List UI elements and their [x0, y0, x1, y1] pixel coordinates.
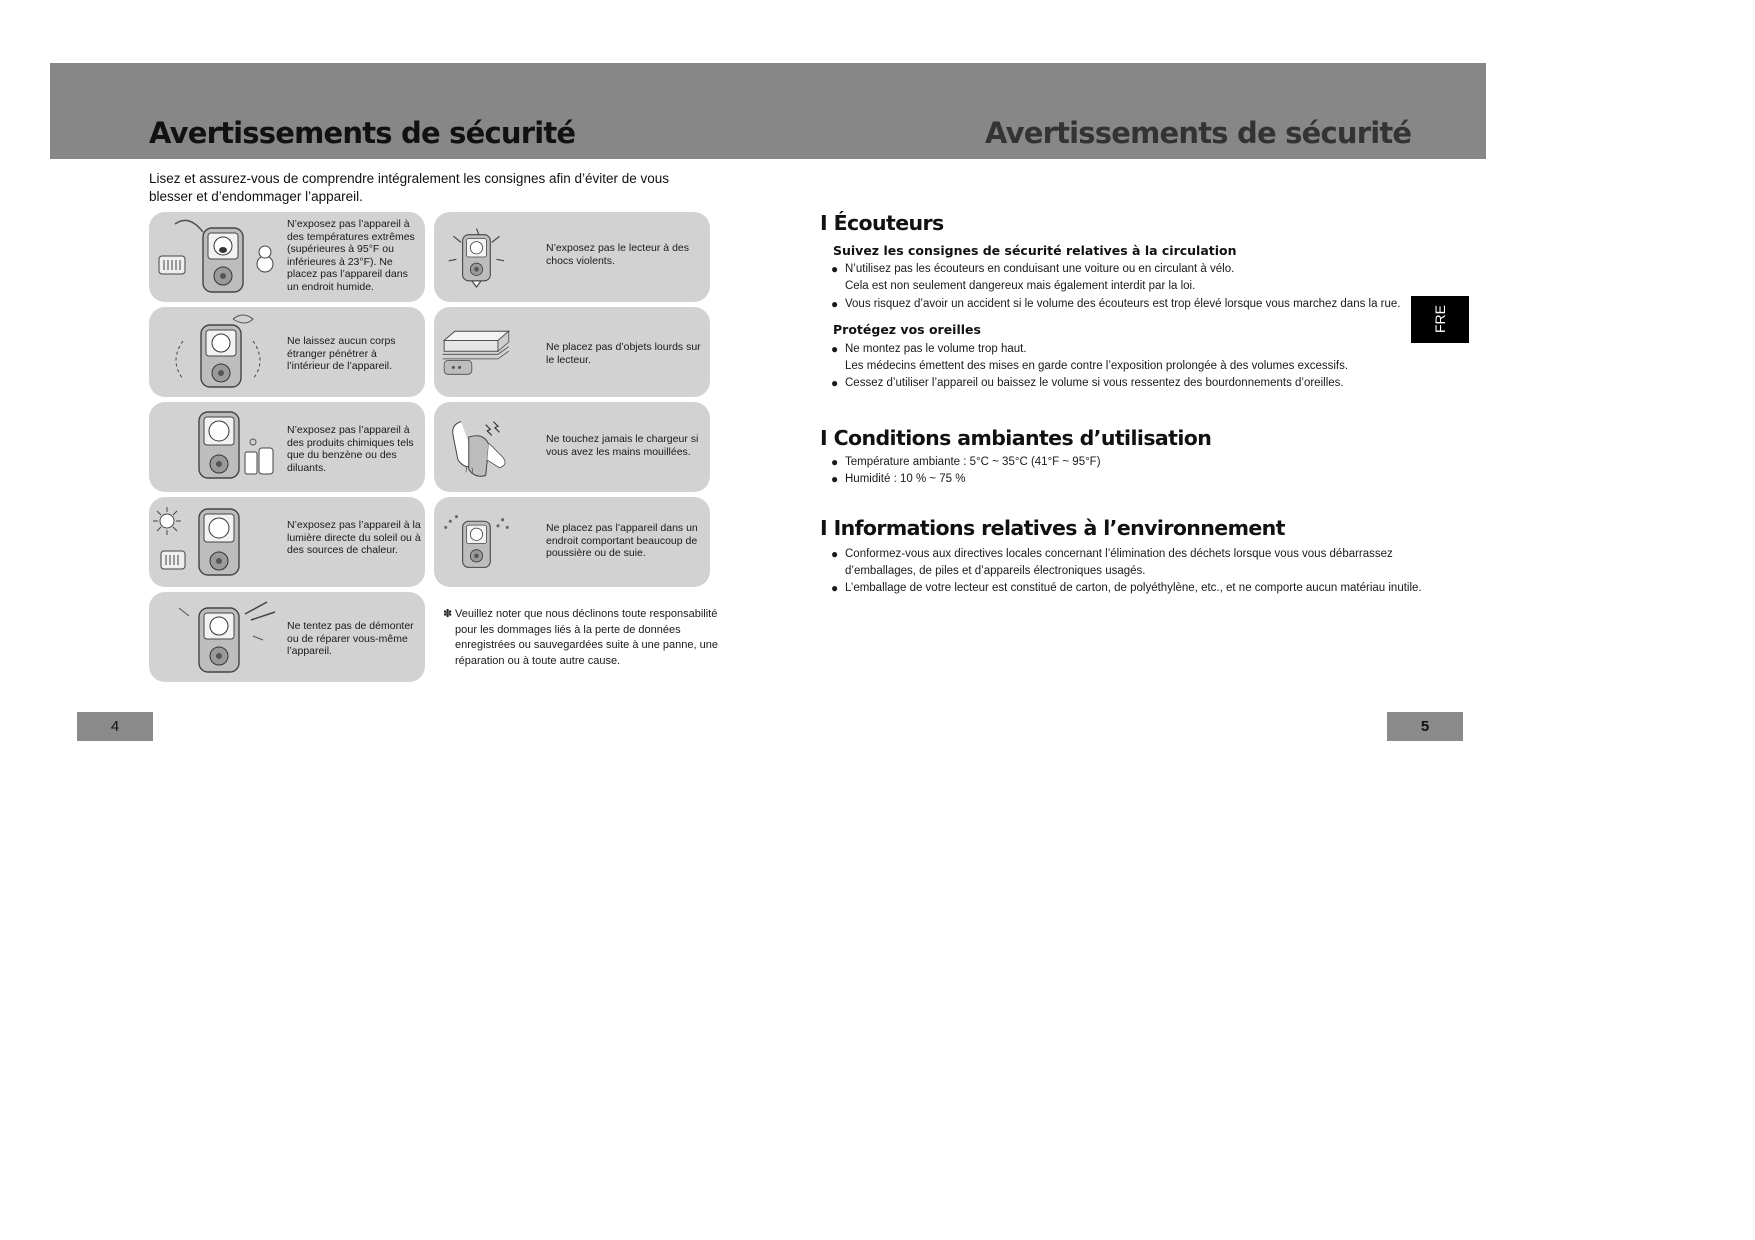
- warning-text-chemicals: N’exposez pas l’appareil à des produits chimiques tels que du benzène ou des diluants.: [287, 424, 414, 474]
- warning-text-sunlight: N’exposez pas l’appareil à la lumière directe du soleil ou à des sources de chaleur.: [287, 519, 421, 556]
- bullet-item: ● Vous risquez d’avoir un accident si le volume des écouteurs est trop élevé lorsque vous marchez dans la rue.: [831, 297, 1401, 311]
- warning-text-temperature: N’exposez pas l’appareil à des températures extrêmes (supérieures à 95°F ou inférieures à 23°F). Ne placez pas l’appareil dans un endroit humide.: [287, 218, 415, 293]
- player-foreign-objects-illustration: [153, 311, 283, 393]
- warning-card-shock: [434, 212, 710, 302]
- page-number-left: 4: [77, 712, 153, 741]
- player-disassembly-illustration: [153, 596, 283, 678]
- section-title-conditions: I Conditions ambiantes d’utilisation: [820, 426, 1212, 450]
- page-title-left: Avertissements de sécurité: [149, 116, 576, 150]
- disclaimer-note-text: Veuillez noter que nous déclinons toute responsabilité pour les dommages liés à la perte de données enregistrées ou sauvegardées suite à une panne, une réparation ou à toute autre cause.: [455, 608, 718, 667]
- page-number-right: 5: [1387, 712, 1463, 741]
- player-dust-illustration: [438, 501, 538, 583]
- bullet-icon: ●: [831, 342, 839, 356]
- warning-card-wet-hands: [434, 402, 710, 492]
- player-sunlight-illustration: [153, 501, 283, 583]
- bullet-icon: ●: [831, 262, 839, 276]
- section-title-environnement: I Informations relatives à l’environnement: [820, 516, 1285, 540]
- language-tab-label: FRE: [1432, 305, 1448, 333]
- page-title-right: Avertissements de sécurité: [985, 116, 1412, 150]
- note-star-icon: ✽: [443, 608, 453, 620]
- bullet-icon: ●: [831, 376, 839, 390]
- disclaimer-note: [443, 607, 725, 669]
- subtitle-oreilles: Protégez vos oreilles: [833, 322, 981, 337]
- intro-text: Lisez et assurez-vous de comprendre intégralement les consignes afin d’éviter de vous blesser et d’endommager l’appareil.: [149, 171, 670, 204]
- player-chemicals-illustration: [153, 406, 283, 488]
- warning-card-heavy-objects: [434, 307, 710, 397]
- bullet-icon: ●: [831, 581, 839, 595]
- warning-card-foreign-objects: [149, 307, 425, 397]
- heavy-objects-illustration: [438, 311, 538, 393]
- bullet-icon: ●: [831, 547, 839, 561]
- bullet-icon: ●: [831, 455, 839, 469]
- charger-wet-hands-illustration: [438, 406, 538, 488]
- subtitle-circulation: Suivez les consignes de sécurité relatives à la circulation: [833, 243, 1237, 258]
- bullet-icon: ●: [831, 297, 839, 311]
- bullet-icon: ●: [831, 472, 839, 486]
- warning-card-temperature: [149, 212, 425, 302]
- player-temperature-illustration: [153, 216, 283, 298]
- warning-text-wet-hands: Ne touchez jamais le chargeur si vous avez les mains mouillées.: [546, 433, 699, 458]
- bullet-item: ● L’emballage de votre lecteur est constitué de carton, de polyéthylène, etc., et ne comporte aucun matériau inutile.: [831, 581, 1422, 595]
- warning-text-shock: N’exposez pas le lecteur à des chocs violents.: [546, 242, 689, 267]
- warning-card-sunlight: [149, 497, 425, 587]
- bullet-item: ● Cessez d’utiliser l’appareil ou baissez le volume si vous ressentez des bourdonnements d’oreilles.: [831, 376, 1344, 390]
- warning-card-disassembly: [149, 592, 425, 682]
- warning-text-heavy-objects: Ne placez pas d’objets lourds sur le lecteur.: [546, 341, 701, 366]
- bullet-item: ● N’utilisez pas les écouteurs en conduisant une voiture ou en circulant à vélo. Cela est non seulement dangereux mais également interdit par la loi.: [831, 262, 1235, 292]
- section-title-ecouteurs: I Écouteurs: [820, 211, 944, 235]
- bullet-item: ● Humidité : 10 % ~ 75 %: [831, 472, 966, 486]
- warning-text-dust: Ne placez pas l’appareil dans un endroit comportant beaucoup de poussière ou de suie.: [546, 522, 698, 559]
- bullet-item: ● Conformez-vous aux directives locales concernant l’élimination des déchets lorsque vous vous débarrassez d’emballages, de piles et d’appareils électroniques usagés.: [831, 547, 1393, 577]
- warning-card-dust: [434, 497, 710, 587]
- warning-text-disassembly: Ne tentez pas de démonter ou de réparer vous-même l’appareil.: [287, 620, 414, 657]
- bullet-item: ● Température ambiante : 5°C ~ 35°C (41°F ~ 95°F): [831, 455, 1101, 469]
- player-shock-illustration: [438, 216, 538, 298]
- warning-text-foreign-objects: Ne laissez aucun corps étranger pénétrer à l’intérieur de l’appareil.: [287, 335, 396, 372]
- bullet-item: ● Ne montez pas le volume trop haut. Les médecins émettent des mises en garde contre l’exposition prolongée à des volumes excessifs.: [831, 342, 1349, 372]
- warning-card-chemicals: [149, 402, 425, 492]
